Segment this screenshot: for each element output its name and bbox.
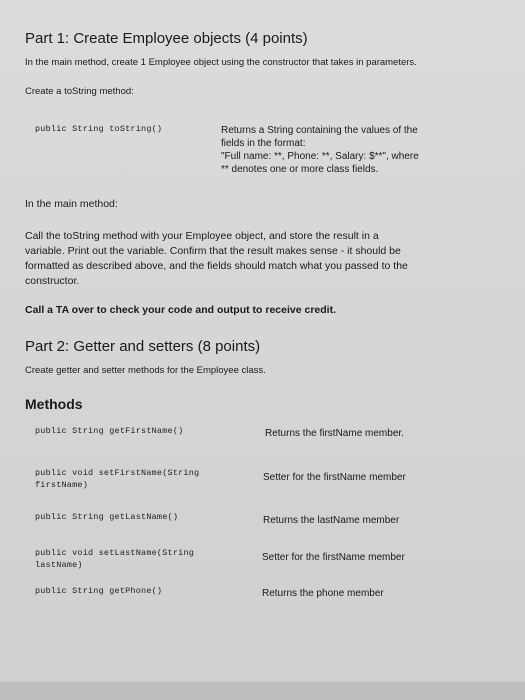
method-description: Setter for the firstName member [262, 552, 405, 563]
method-signature: public String getPhone() [35, 586, 163, 596]
method-description: Setter for the firstName member [263, 472, 406, 483]
ta-credit-note: Call a TA over to check your code and output to receive credit. [25, 304, 336, 316]
tostring-returns-line4: ** denotes one or more class fields. [221, 164, 379, 175]
method-description: Returns the lastName member [263, 515, 400, 526]
method-signature: public String getFirstName() [35, 426, 184, 436]
main-method-heading: In the main method: [25, 198, 118, 210]
method-signature-cont: lastName) [35, 560, 83, 570]
main-method-para-line3: formatted as described above, and the fields should match what you passed to the [25, 260, 408, 272]
main-method-para-line4: constructor. [25, 275, 80, 287]
part1-instruction-line2: Create a toString method: [25, 86, 134, 97]
tostring-returns-line3: "Full name: **, Phone: **, Salary: $**", where [221, 151, 419, 162]
main-method-para-line2: variable. Print out the variable. Confirm that the result makes sense - it should be [25, 245, 401, 257]
method-description: Returns the firstName member. [265, 428, 404, 439]
methods-heading: Methods [25, 396, 83, 412]
method-signature-cont: firstName) [35, 480, 89, 490]
tostring-signature: public String toString() [35, 124, 163, 134]
part1-title: Part 1: Create Employee objects (4 points) [25, 30, 308, 47]
tostring-returns-line1: Returns a String containing the values of the [221, 125, 418, 136]
method-signature: public String getLastName() [35, 512, 179, 522]
method-description: Returns the phone member [262, 588, 384, 599]
part2-title: Part 2: Getter and setters (8 points) [25, 338, 261, 355]
method-signature: public void setLastName(String [35, 548, 195, 558]
method-signature: public void setFirstName(String [35, 468, 200, 478]
tostring-returns-line2: fields in the format: [221, 138, 306, 149]
main-method-para-line1: Call the toString method with your Employee object, and store the result in a [25, 230, 379, 242]
part1-instruction-line1: In the main method, create 1 Employee object using the constructor that takes in parameters. [25, 57, 417, 68]
page-bottom-edge [0, 682, 525, 700]
part2-subtitle: Create getter and setter methods for the Employee class. [25, 365, 266, 376]
